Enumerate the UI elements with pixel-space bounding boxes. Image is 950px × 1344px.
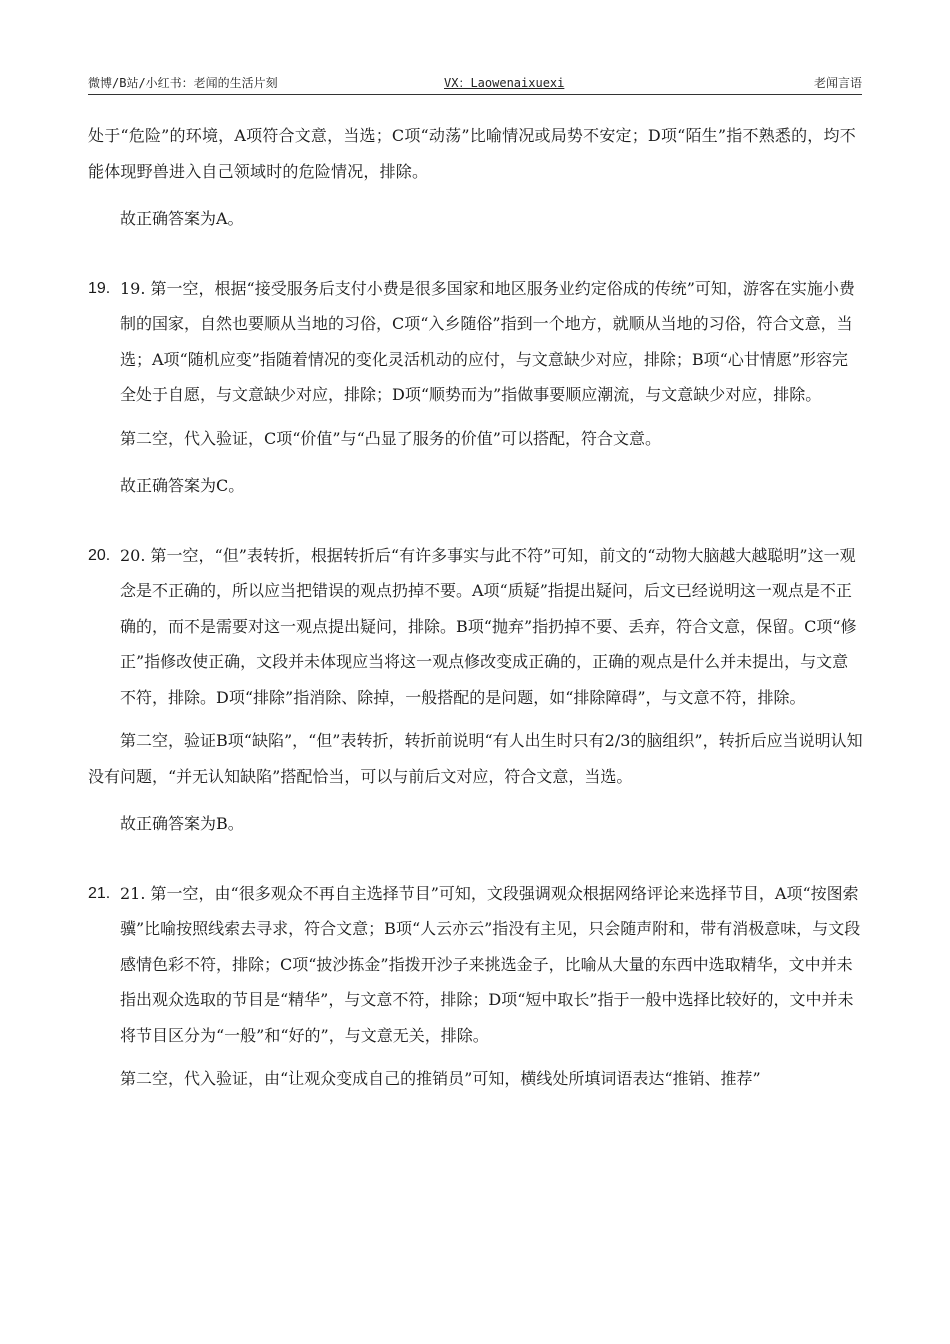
question-number: 20. — [88, 546, 111, 564]
question-21 — [88, 876, 864, 1054]
question-19 — [88, 271, 864, 413]
question-second-blank: 第二空，代入验证，由“让观众变成自己的推销员”可知，横线处所填词语表达“推销、推荐” — [120, 1069, 761, 1088]
question-second-blank: 第二空，验证B项“缺陷”，“但”表转折，转折前说明“有人出生时只有2/3的脑组织”，转折后应当说明认知没有问题，“并无认知缺陷”搭配恰当，可以与前后文对应，符合文意，当选。 — [88, 731, 863, 786]
question-first-blank: 21. 第一空，由“很多观众不再自主选择节目”可知，文段强调观众根据网络评论来选择节目，A项“按图索骥”比喻按照线索去寻求，符合文意；B项“人云亦云”指没有主见，只会随声附和，带有消极意味，与文段感情色彩不符，排除；C项“披沙拣金”指拨开沙子来挑选金子，比喻从大量的东西中选取精华，文中并未指出观众选取的节目是“精华”，与文意不符，排除；D项“短中取长”指于一般中选择比较好的，文中并未将节目区分为“一般”和“好的”，与文意无关，排除。 — [120, 883, 861, 1045]
question-second-blank: 第二空，代入验证，C项“价值”与“凸显了服务的价值”可以搭配，符合文意。 — [120, 428, 661, 448]
question-number: 19. — [88, 279, 111, 297]
question-number: 21. — [88, 884, 111, 902]
intro-paragraph: 处于“危险”的环境，A项符合文意，当选；C项“动荡”比喻情况或局势不安定；D项“陌生”指不熟悉的，均不能体现野兽进入自己领域时的危险情况，排除。 — [88, 126, 856, 181]
question-first-blank: 19. 第一空，根据“接受服务后支付小费是很多国家和地区服务业约定俗成的传统”可知，游客在实施小费制的国家，自然也要顺从当地的习俗，C项“入乡随俗”指到一个地方，就顺从当地的习俗，符合文意，当选；A项“随机应变”指随着情况的变化灵活机动的应付，与文意缺少对应，排除；B项“心甘情愿”形容完全处于自愿，与文意缺少对应，排除；D项“顺势而为”指做事要顺应潮流，与文意缺少对应，排除。 — [120, 278, 855, 404]
header-wechat-id: VX：Laowenaixuexi — [444, 76, 565, 90]
header-social-handle: 微博/B站/小红书：老闻的生活片刻 — [88, 76, 278, 90]
question-answer: 故正确答案为B。 — [120, 814, 244, 833]
question-answer: 故正确答案为C。 — [120, 476, 245, 495]
question-first-blank: 20. 第一空，“但”表转折，根据转折后“有许多事实与此不符”可知，前文的“动物大脑越大越聪明”这一观念是不正确的，所以应当把错误的观点扔掉不要。A项“质疑”指提出疑问，后文已经说明这一观点是不正确的，而不是需要对这一观点提出疑问，排除。B项“抛弃”指扔掉不要、丢弃，符合文意，保留。C项“修正”指修改使正确，文段并未体现应当将这一观点修改变成正确的，正确的观点是什么并未提出，与文意不符，排除。D项“排除”指消除、除掉，一般搭配的是问题，如“排除障碍”，与文意不符，排除。 — [120, 545, 857, 707]
header-brand: 老闻言语 — [813, 76, 862, 90]
page-header — [88, 70, 862, 95]
document-body — [88, 118, 864, 1097]
question-20 — [88, 538, 864, 716]
intro-answer: 故正确答案为A。 — [120, 209, 244, 228]
